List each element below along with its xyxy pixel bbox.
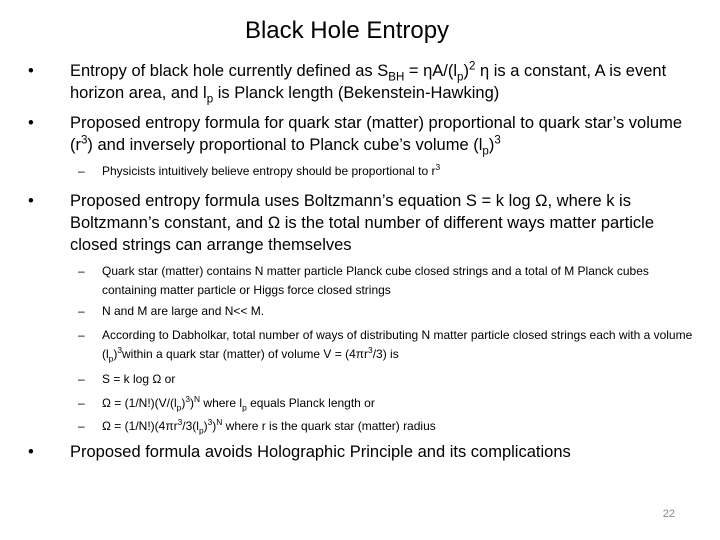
- bullet-holographic-principle: [28, 441, 690, 463]
- sub-bullet-s-equals-k-log: [78, 370, 694, 389]
- text-run: Entropy of black hole currently defined as S: [70, 62, 389, 80]
- text-run: /3) is: [372, 347, 399, 361]
- text-run: η is a constant, A is event horizon area, and l: [70, 62, 667, 102]
- text-run: Ω = (1/N!)(4πr: [102, 419, 178, 433]
- text-run: is Planck length (Bekenstein-Hawking): [213, 84, 500, 102]
- text-run: where l: [200, 396, 243, 410]
- text-run: ): [488, 136, 495, 154]
- sub-bullet-omega-volume: [78, 394, 694, 413]
- text-run: Proposed entropy formula for quark star (matter) proportional to quark star’s volume (r: [70, 114, 682, 154]
- sub-bullet-intuition: [78, 162, 694, 181]
- sub-bullet-n-m-large: [78, 302, 694, 321]
- bullet-marker: •: [28, 443, 34, 461]
- text-run: ): [203, 419, 208, 433]
- dash-marker: –: [78, 328, 85, 342]
- dash-marker: –: [78, 264, 85, 278]
- superscript: N: [216, 417, 223, 427]
- superscript: 2: [468, 60, 476, 73]
- sub-bullet-text: [102, 326, 694, 364]
- dash-marker: –: [78, 304, 85, 318]
- text-run: ): [113, 347, 118, 361]
- subscript: p: [242, 402, 247, 413]
- sub-bullet-text: [102, 417, 694, 436]
- bullet-text: [70, 112, 690, 156]
- sub-bullet-text: N and M are large and N<< M.: [102, 304, 265, 318]
- bullet-text: Proposed formula avoids Holographic Principle and its complications: [70, 443, 571, 461]
- sub-bullet-text: [102, 394, 694, 413]
- text-run: ): [212, 419, 217, 433]
- bullet-marker: •: [28, 114, 34, 132]
- sub-bullet-quark-star-contents: [78, 262, 694, 300]
- dash-marker: –: [78, 419, 85, 433]
- subscript: BH: [388, 71, 405, 84]
- subscript: p: [482, 145, 489, 158]
- superscript: 3: [494, 134, 501, 147]
- text-run: According to Dabholkar, total number of ways of distributing N matter particle closed strings each with a volume (l: [102, 328, 693, 361]
- sub-bullet-text: S = k log Ω or: [102, 372, 176, 386]
- bullet-black-hole-entropy-definition: [28, 60, 690, 104]
- text-run: ) and inversely proportional to Planck cube’s volume (l: [87, 136, 483, 154]
- superscript: 3: [435, 162, 441, 172]
- sub-bullet-text: Quark star (matter) contains N matter particle Planck cube closed strings and a total of M Planck cubes containing matter particle or Higgs force closed strings: [102, 264, 649, 297]
- sub-bullet-omega-radius: [78, 417, 694, 436]
- page-number: 22: [662, 508, 675, 520]
- text-run: ): [190, 396, 194, 410]
- text-run: Ω = (1/N!)(V/(l: [102, 396, 177, 410]
- bullet-quark-star-entropy-proposal: [28, 112, 690, 156]
- subscript: p: [198, 425, 204, 436]
- bullet-text: Proposed entropy formula uses Boltzmann’s equation S = k log Ω, where k is Boltzmann’s constant, and Ω is the total number of different ways matter particle closed strings can arrange themselves: [70, 192, 655, 254]
- dash-marker: –: [78, 164, 85, 178]
- text-run: equals Planck length or: [246, 396, 375, 410]
- dash-marker: –: [78, 396, 85, 410]
- text-run: within a quark star (matter) of volume V = (4πr: [122, 347, 369, 361]
- bullet-marker: •: [28, 62, 34, 80]
- text-run: ): [181, 396, 186, 410]
- text-run: /3(l: [182, 419, 199, 433]
- sub-bullet-dabholkar: [78, 326, 694, 364]
- superscript: 3: [368, 345, 373, 355]
- bullet-marker: •: [28, 192, 34, 210]
- bullet-text: [70, 60, 690, 104]
- superscript: 3: [117, 345, 123, 355]
- bullet-boltzmann-equation: [28, 190, 690, 256]
- slide-title: Black Hole Entropy: [244, 17, 450, 44]
- superscript: N: [194, 394, 201, 404]
- superscript: 3: [81, 134, 88, 147]
- superscript: 3: [207, 417, 213, 427]
- sub-bullet-text: [102, 162, 694, 181]
- superscript: 3: [177, 417, 183, 427]
- superscript: 3: [185, 394, 190, 404]
- subscript: p: [457, 71, 464, 84]
- text-run: Physicists intuitively believe entropy should be proportional to r: [102, 164, 436, 178]
- text-run: where r is the quark star (matter) radius: [222, 419, 436, 433]
- subscript: p: [108, 353, 114, 364]
- dash-marker: –: [78, 372, 85, 386]
- text-run: ): [463, 62, 469, 80]
- text-run: = ηA/(l: [404, 62, 458, 80]
- subscript: p: [176, 402, 182, 413]
- subscript: p: [206, 93, 214, 106]
